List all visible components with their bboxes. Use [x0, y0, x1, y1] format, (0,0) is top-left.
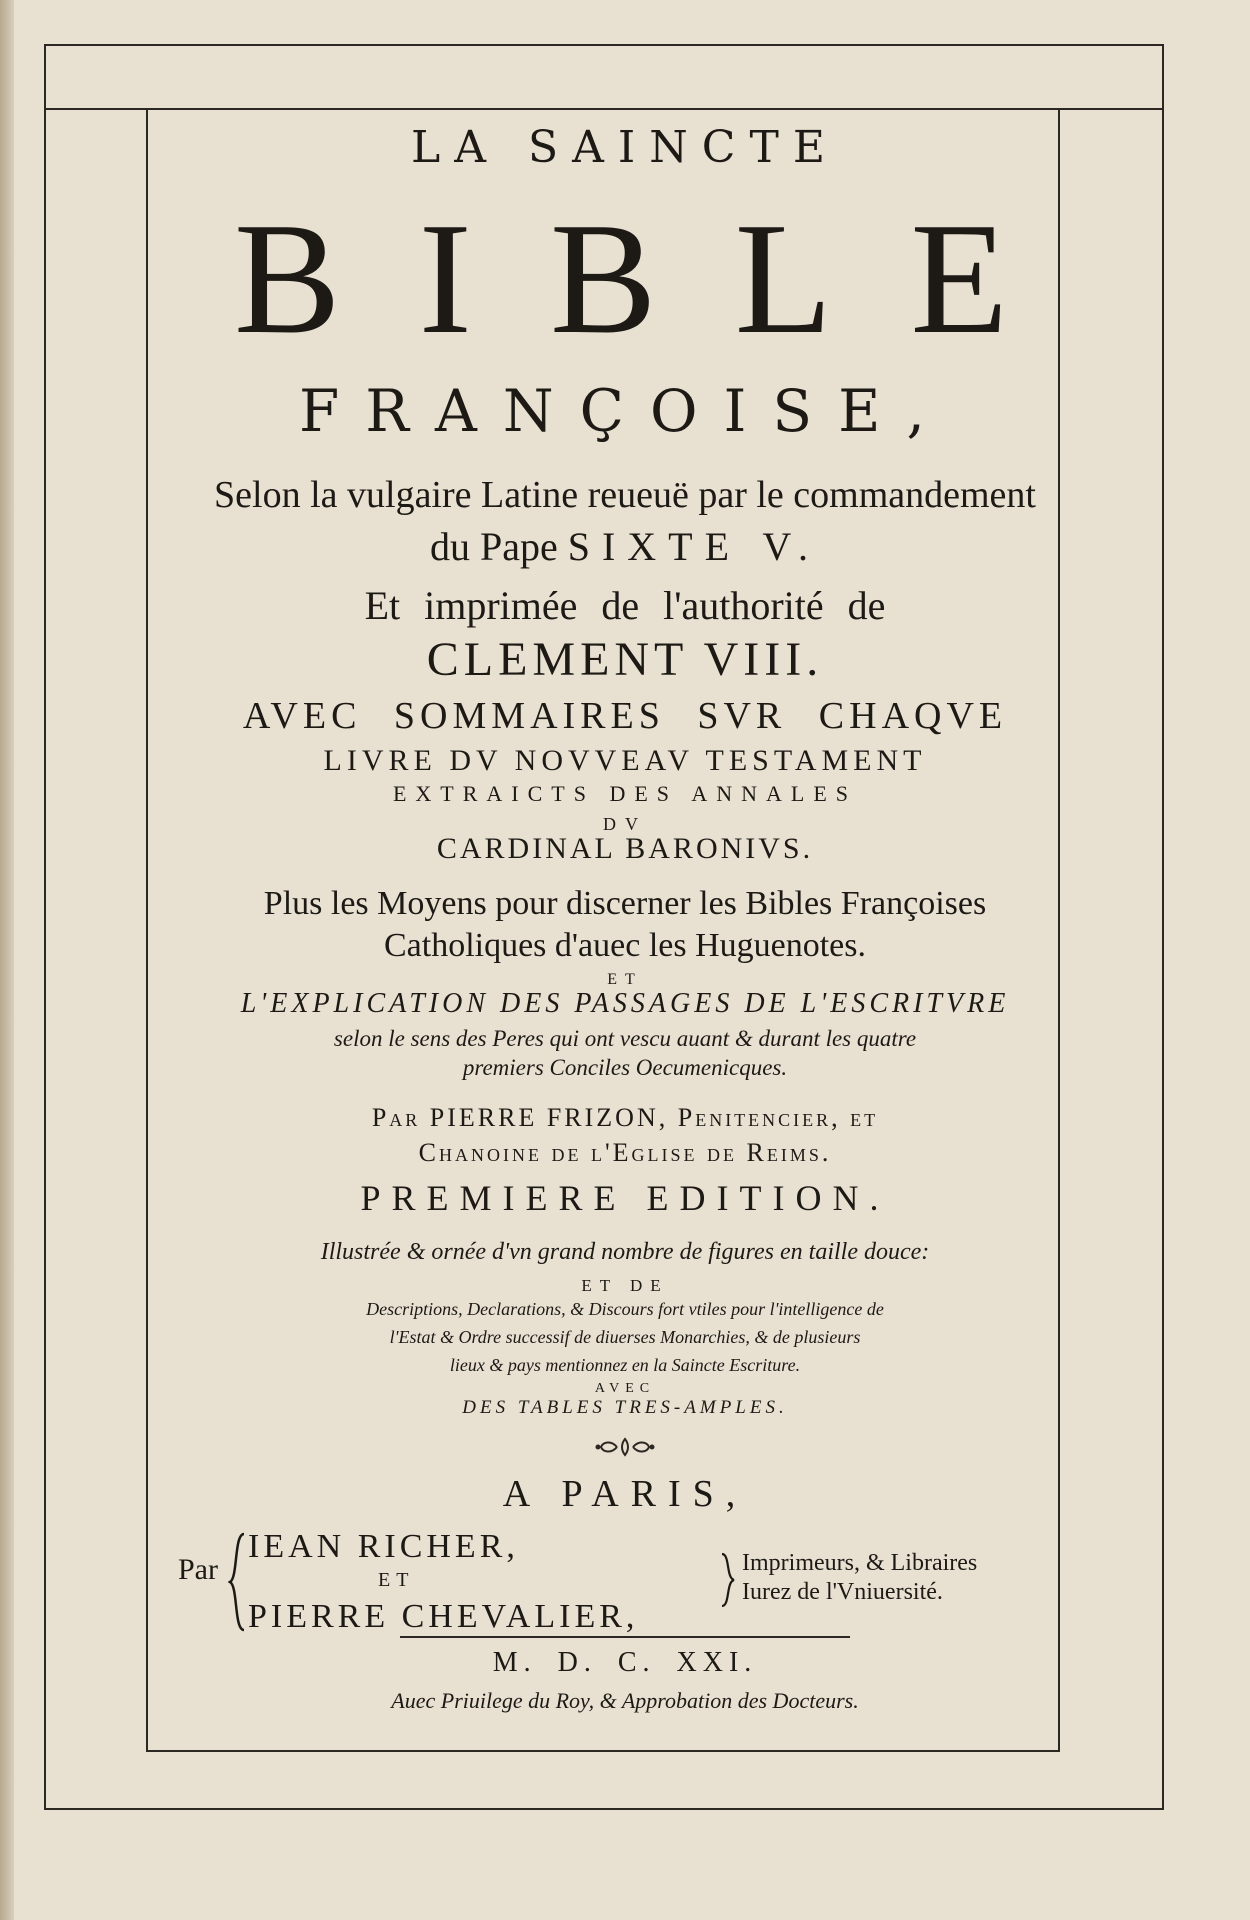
text-selon-le-sens: selon le sens des Peres qui ont vescu auant & durant les quatre — [333, 1026, 917, 1051]
inner-bottom-rule — [146, 1750, 1060, 1752]
text-cardinal: CARDINAL BARONIVS. — [436, 832, 814, 865]
text-pape — [0, 524, 1250, 569]
text-year: M. D. C. XXI. — [492, 1647, 758, 1678]
text-catholiques: Catholiques d'auec les Huguenotes. — [383, 927, 866, 964]
imprint-role-1: Imprimeurs, & Libraires — [742, 1550, 978, 1576]
left-brace-icon — [228, 1532, 246, 1632]
text-plus-les-moyens: Plus les Moyens pour discerner les Bibles Françoises — [263, 885, 987, 922]
right-brace-icon — [720, 1552, 736, 1608]
text-pape-name: SIXTE V. — [567, 524, 821, 569]
text-lieux: lieux & pays mentionnez en la Saincte Escriture. — [449, 1355, 801, 1375]
text-tables: DES TABLES TRES-AMPLES. — [462, 1397, 788, 1418]
outer-bottom-rule — [44, 1808, 1164, 1810]
imprint-role-2: Iurez de l'Vniuersité. — [742, 1579, 943, 1605]
text-extraicts: EXTRAICTS DES ANNALES — [392, 781, 857, 806]
fleuron-ornament-icon — [595, 1436, 655, 1458]
text-author: Par PIERRE FRIZON, Penitencier, et — [371, 1103, 879, 1132]
heading-bible: BIBLE — [233, 189, 1087, 367]
imprint-printer-1: IEAN RICHER, — [248, 1528, 519, 1565]
imprint-et: ET — [378, 1569, 415, 1591]
text-clement: CLEMENT VIII. — [426, 633, 824, 686]
text-selon: Selon la vulgaire Latine reueuë par le commandement — [214, 474, 1036, 516]
text-livre: LIVRE DV NOVVEAV TESTAMENT — [323, 744, 927, 777]
text-et-de: ET DE — [581, 1276, 669, 1295]
imprint-printer-2: PIERRE CHEVALIER, — [248, 1598, 639, 1635]
heading-francoise: FRANÇOISE, — [299, 377, 951, 445]
imprint-par: Par — [178, 1553, 218, 1586]
text-explication: L'EXPLICATION DES PASSAGES DE L'ESCRITVRE — [240, 988, 1010, 1019]
text-imprimee: Et imprimée de l'authorité de — [364, 583, 886, 628]
text-avec-2: AVEC — [594, 1381, 656, 1396]
text-estat: l'Estat & Ordre successif de diuerses Monarchies, & de plusieurs — [389, 1327, 861, 1347]
text-edition: PREMIERE EDITION. — [360, 1178, 890, 1218]
heading-la-saincte: LA SAINCTE — [411, 122, 839, 173]
text-premiers-conciles: premiers Conciles Oecumenicques. — [462, 1055, 788, 1080]
outer-top-rule-2 — [44, 108, 1164, 110]
year-rule — [400, 1636, 850, 1638]
text-a-paris: A PARIS, — [502, 1473, 748, 1515]
text-dv: DV — [603, 814, 647, 834]
text-descriptions: Descriptions, Declarations, & Discours fort vtiles pour l'intelligence de — [366, 1299, 884, 1319]
text-privilege: Auec Priuilege du Roy, & Approbation des Docteurs. — [391, 1688, 859, 1713]
text-chanoine: Chanoine de l'Eglise de Reims. — [418, 1138, 832, 1167]
text-pape-prefix: du Pape — [429, 524, 568, 569]
outer-top-rule — [44, 44, 1164, 46]
text-avec-sommaires: AVEC SOMMAIRES SVR CHAQVE — [242, 695, 1008, 737]
text-illustree: Illustrée & ornée d'vn grand nombre de figures en taille douce: — [320, 1239, 930, 1265]
text-et-1: ET — [607, 971, 643, 988]
